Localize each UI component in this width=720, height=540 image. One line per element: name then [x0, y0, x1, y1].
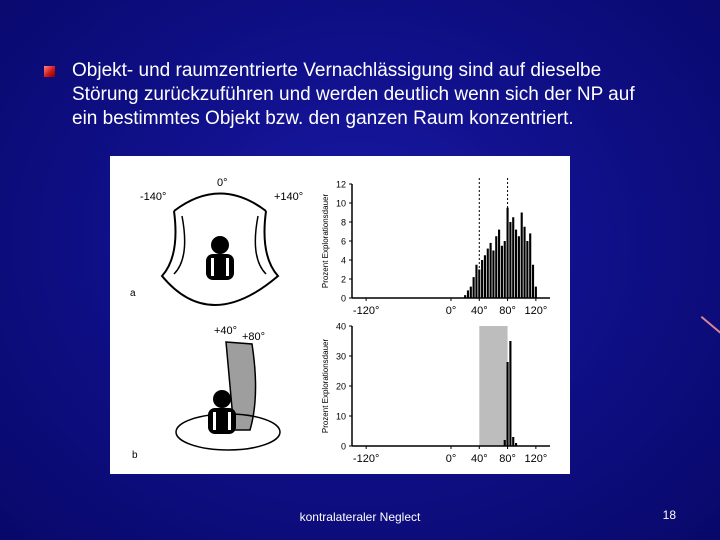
chart1-bar	[490, 243, 492, 298]
chart1-ytick-label: 10	[335, 198, 346, 209]
figure-svg	[110, 156, 570, 474]
chart1-ytick-label: 12	[335, 179, 346, 190]
panel-b-illustration	[132, 325, 280, 461]
chart1-bar	[467, 290, 469, 298]
chart1-bar	[507, 208, 509, 298]
decorative-line	[701, 316, 720, 334]
chart2-shaded-range	[479, 326, 507, 446]
chart1-ytick-label: 2	[340, 274, 346, 285]
chart1-bar	[464, 295, 466, 298]
chart2-ytick-label: 20	[335, 381, 346, 392]
panel-a-angle-center: 0°	[217, 177, 228, 189]
chart1-bar	[484, 255, 486, 298]
panel-a-angle-right: +140°	[274, 191, 304, 203]
chart-top	[321, 178, 550, 317]
chart1-bar	[532, 265, 534, 298]
panel-a-room-top	[174, 194, 266, 212]
chart1-bar	[504, 241, 506, 298]
chart2-bar	[512, 437, 514, 446]
chart2-bar	[504, 440, 506, 446]
panel-a-label: a	[130, 288, 136, 299]
chart1-xtick-label: -120°	[352, 305, 380, 317]
bullet-line-2: Störung zurückzuführen und werden deutlich wenn sich der NP auf	[72, 84, 635, 105]
chart1-ytick-label: 8	[340, 217, 346, 228]
slide-number: 18	[662, 508, 676, 522]
chart2-ytick-label: 10	[335, 411, 346, 422]
chart1-bar	[475, 265, 477, 298]
chart1-bar	[535, 287, 537, 298]
chart2-xtick-label: 80°	[499, 453, 516, 465]
chart1-bar	[495, 236, 497, 298]
chart2-bar	[509, 341, 511, 446]
bullet-marker	[44, 66, 55, 77]
bullet-line-1: Objekt- und raumzentrierte Vernachlässigung sind auf dieselbe	[72, 60, 602, 81]
chart1-bar	[523, 227, 525, 298]
chart1-bar	[498, 230, 500, 298]
chart1-bar	[478, 270, 480, 299]
panel-b-angle-80: +80°	[242, 331, 266, 343]
chart1-bar	[470, 287, 472, 298]
chart2-ytick-label: 30	[335, 351, 346, 362]
chart1-ytick-label: 6	[340, 236, 346, 247]
chart1-bar	[521, 213, 523, 299]
chart1-bar	[473, 277, 475, 298]
chart2-xtick-label: 40°	[470, 453, 488, 465]
neglect-figure	[110, 156, 570, 474]
chart2-ytick-label: 40	[335, 321, 346, 332]
chart1-xtick-label: 40°	[470, 305, 488, 317]
bullet-line-3: ein bestimmtes Objekt bzw. den ganzen Raum konzentriert.	[72, 108, 574, 129]
footer-text: kontralateraler Neglect	[299, 510, 421, 524]
chart2-xtick-label: -120°	[352, 453, 380, 465]
panel-b-label: b	[132, 450, 138, 461]
chart1-bar	[487, 249, 489, 298]
panel-a-illustration	[130, 177, 303, 305]
chart1-xtick-label: 80°	[499, 305, 516, 317]
chart-bottom	[321, 322, 550, 466]
chart1-bar	[529, 233, 531, 298]
chart1-bar	[509, 222, 511, 298]
panel-a-angle-left: -140°	[140, 191, 167, 203]
chart2-bar	[515, 443, 517, 446]
chart2-bar	[507, 362, 509, 446]
panel-b-person-head	[213, 390, 231, 408]
chart2-xtick-label: 0°	[445, 453, 457, 465]
panel-b-person-body	[208, 408, 236, 434]
panel-a-person-head	[211, 236, 229, 254]
chart1-bar	[492, 251, 494, 299]
chart1-bar	[515, 230, 517, 298]
chart1-bar	[512, 217, 514, 298]
chart1-bar	[526, 241, 528, 298]
chart1-ylabel: Prozent Explorationsdauer	[321, 193, 330, 289]
chart2-xtick-label: 120°	[524, 453, 548, 465]
chart2-ylabel: Prozent Explorationsdauer	[321, 338, 330, 434]
chart1-xtick-label: 120°	[524, 305, 548, 317]
chart1-ytick-label: 4	[340, 255, 346, 266]
panel-a-person-body	[206, 254, 234, 280]
panel-b-angle-40: +40°	[214, 325, 238, 337]
bullet-text	[72, 59, 692, 131]
chart2-ytick-label: 0	[340, 441, 346, 452]
chart1-xtick-label: 0°	[445, 305, 457, 317]
chart1-ytick-label: 0	[340, 293, 346, 304]
chart1-bar	[518, 236, 520, 298]
chart1-bar	[501, 246, 503, 298]
chart1-bar	[481, 260, 483, 298]
